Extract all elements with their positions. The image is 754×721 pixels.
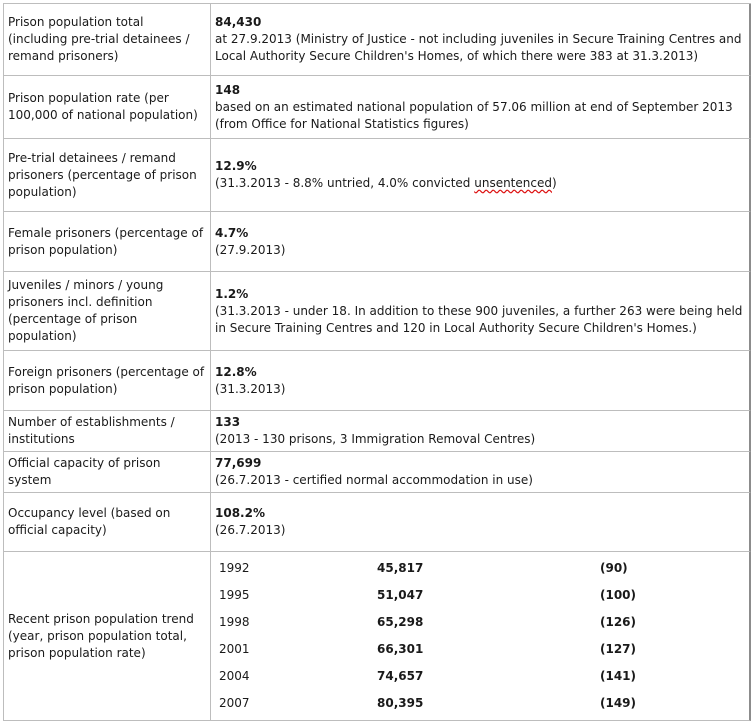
trend-label: Recent prison population trend (year, prison population total, prison population rate) [4,552,211,721]
trend-total: 65,298 [377,615,424,629]
trend-rate: (141) [600,669,637,683]
trend-year: 2004 [219,669,250,683]
trend-row [4,552,751,721]
row-value-cell [211,4,751,76]
row-value: 12.9% [215,159,257,173]
trend-year: 2007 [219,696,250,710]
row-note: (31.3.2013) [215,381,286,396]
row-note: (31.3.2013 - under 18. In addition to these 900 juveniles, a further 263 were being held in Secure Training Centres and 120 in Local Authority Secure Children's Homes.) [215,303,743,335]
row-note: (2013 - 130 prisons, 3 Immigration Removal Centres) [215,432,536,446]
row-note-prefix: (31.3.2013 - 8.8% untried, 4.0% convicted [215,176,475,190]
table-row [4,272,751,351]
table-row [4,452,751,493]
trend-total: 51,047 [377,588,424,602]
row-label: Foreign prisoners (percentage of prison population) [4,351,211,411]
table-row [4,212,751,272]
row-label: Pre-trial detainees / remand prisoners (percentage of prison population) [4,139,211,212]
prison-statistics-table [3,3,751,721]
trend-rate: (127) [600,642,637,656]
trend-entry [215,690,745,717]
row-label: Prison population total (including pre-trial detainees / remand prisoners) [4,4,211,76]
row-label: Official capacity of prison system [4,452,211,493]
trend-cell [211,552,751,721]
row-value: 77,699 [215,456,262,470]
trend-table [215,555,745,717]
row-value: 12.8% [215,364,257,379]
row-note: based on an estimated national population of 57.06 million at end of September 2013 (from Office for National Statistics figures) [215,99,733,131]
table-row [4,411,751,452]
row-value: 108.2% [215,506,265,520]
trend-rate: (90) [600,561,628,575]
row-note: (27.9.2013) [215,242,286,257]
trend-year: 2001 [219,642,250,656]
row-note: at 27.9.2013 (Ministry of Justice - not including juveniles in Secure Training Centres and Local Authority Secure Children's Homes, of which there were 383 at 31.3.2013) [215,32,742,63]
row-value-cell [211,139,751,212]
table-row [4,4,751,76]
trend-rate: (149) [600,696,637,710]
trend-year: 1992 [219,561,250,575]
trend-year: 1998 [219,615,250,629]
row-value-cell [211,272,751,351]
row-value: 84,430 [215,15,262,29]
trend-rate: (100) [600,588,637,602]
row-value: 4.7% [215,225,249,240]
document-frame [3,3,748,711]
row-label: Female prisoners (percentage of prison population) [4,212,211,272]
trend-year: 1995 [219,588,250,602]
table-row [4,493,751,552]
row-value-cell [211,212,751,272]
table-row [4,351,751,411]
row-value: 133 [215,415,241,429]
trend-entry [215,555,745,582]
row-label: Occupancy level (based on official capacity) [4,493,211,552]
row-label: Number of establishments / institutions [4,411,211,452]
row-note [215,175,745,192]
statistics-rows [4,4,751,721]
trend-total: 74,657 [377,669,424,683]
trend-entry [215,663,745,690]
row-label: Juveniles / minors / young prisoners incl. definition (percentage of prison population) [4,272,211,351]
row-value-cell [211,351,751,411]
table-row [4,139,751,212]
trend-rate: (126) [600,615,637,629]
row-value: 1.2% [215,286,249,301]
trend-total: 45,817 [377,561,424,575]
row-value: 148 [215,82,241,97]
spellcheck-flagged-word[interactable]: unsentenced [474,176,552,190]
row-note-suffix: ) [551,176,557,190]
row-label: Prison population rate (per 100,000 of national population) [4,76,211,139]
row-value-cell [211,411,751,452]
row-note: (26.7.2013 - certified normal accommodation in use) [215,473,533,487]
row-value-cell [211,76,751,139]
trend-total: 66,301 [377,642,424,656]
table-row [4,76,751,139]
trend-entry [215,609,745,636]
row-value-cell [211,452,751,493]
row-value-cell [211,493,751,552]
row-note: (26.7.2013) [215,523,286,537]
trend-total: 80,395 [377,696,424,710]
trend-entry [215,582,745,609]
trend-entry [215,636,745,663]
